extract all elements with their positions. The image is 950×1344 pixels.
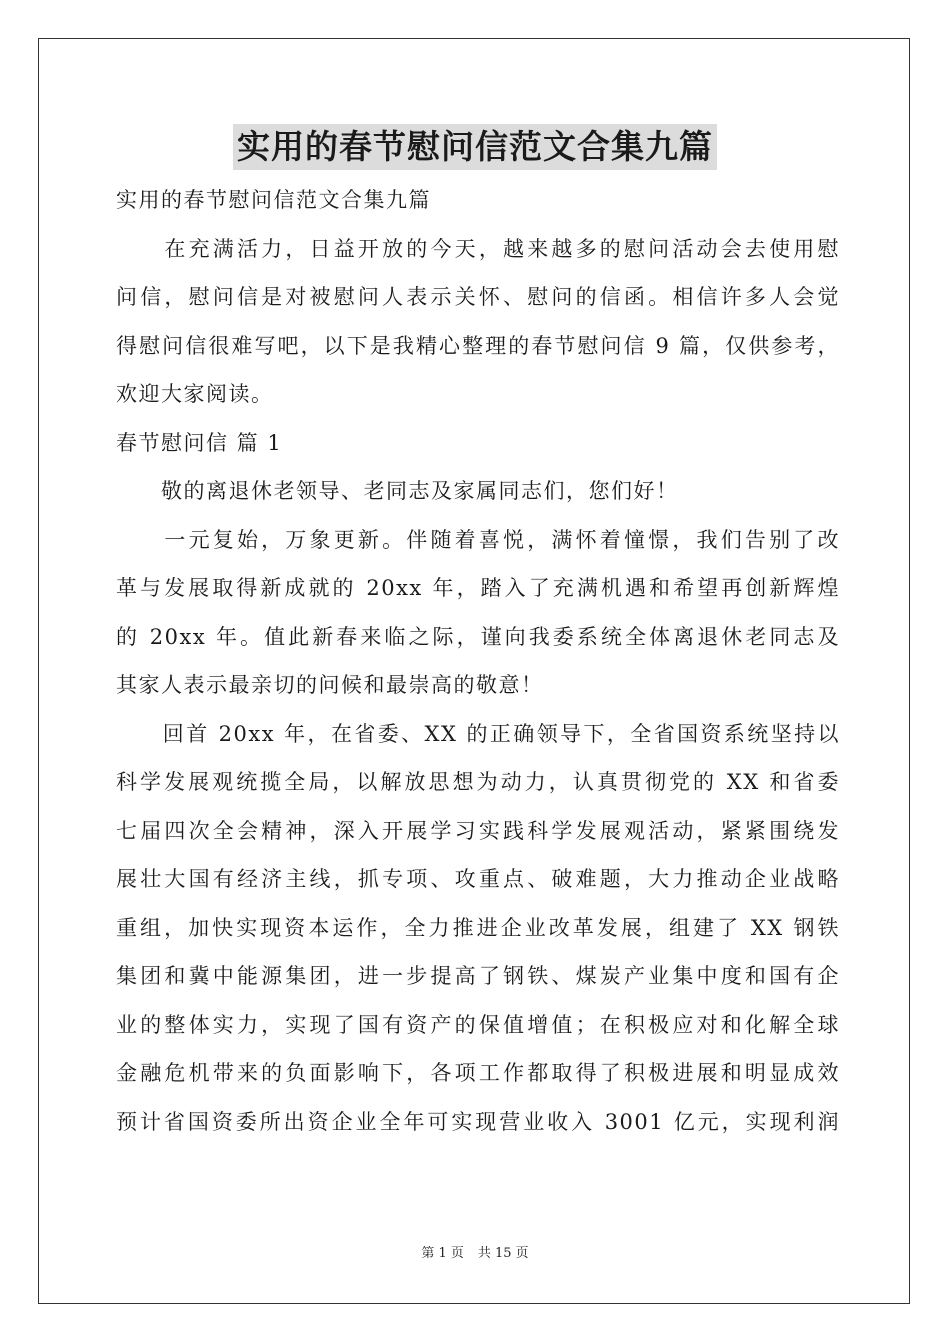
section-heading: 春节慰问信 篇 1 (116, 430, 283, 455)
subtitle-line: 实用的春节慰问信范文合集九篇 (116, 188, 431, 212)
title-container (0, 124, 950, 170)
body-line: 预计省国资委所出资企业全年可实现营业收入 3001 亿元，实现利润 (116, 1109, 840, 1134)
body-line: 业的整体实力，实现了国有资产的保值增值；在积极应对和化解全球 (116, 1012, 840, 1037)
body-line: 一元复始，万象更新。伴随着喜悦，满怀着憧憬，我们告别了改 (116, 527, 840, 552)
body-line: 金融危机带来的负面影响下，各项工作都取得了积极进展和明显成效 (116, 1061, 840, 1085)
document-body (116, 176, 840, 1146)
body-line: 得慰问信很难写吧，以下是我精心整理的春节慰问信 9 篇，仅供参考， (116, 333, 840, 358)
body-line: 欢迎大家阅读。 (116, 382, 274, 406)
body-line: 展壮大国有经济主线，抓专项、攻重点、破难题，大力推动企业战略 (116, 867, 840, 891)
body-line: 七届四次全会精神，深入开展学习实践科学发展观活动，紧紧围绕发 (116, 818, 840, 843)
body-line: 在充满活力，日益开放的今天，越来越多的慰问活动会去使用慰 (116, 236, 840, 261)
body-line: 回首 20xx 年，在省委、XX 的正确领导下，全省国资系统坚持以 (116, 721, 840, 746)
page-footer (0, 1242, 950, 1261)
body-line: 的 20xx 年。值此新春来临之际，谨向我委系统全体离退休老同志及 (116, 624, 840, 649)
body-line: 问信，慰问信是对被慰问人表示关怀、慰问的信函。相信许多人会觉 (116, 285, 840, 309)
body-line: 其家人表示最亲切的问候和最崇高的敬意！ (116, 673, 544, 697)
document-title: 实用的春节慰问信范文合集九篇 (233, 124, 717, 170)
page-total: 共 15 页 (477, 1246, 529, 1261)
body-line: 科学发展观统揽全局，以解放思想为动力，认真贯彻党的 XX 和省委 (116, 770, 840, 794)
salutation-line: 敬的离退休老领导、老同志及家属同志们，您们好！ (116, 479, 679, 503)
body-line: 重组，加快实现资本运作，全力推进企业改革发展，组建了 XX 钢铁 (116, 915, 840, 940)
body-line: 集团和冀中能源集团，进一步提高了钢铁、煤炭产业集中度和国有企 (116, 964, 840, 988)
page-number: 第 1 页 (421, 1246, 464, 1261)
body-line: 革与发展取得新成就的 20xx 年，踏入了充满机遇和希望再创新辉煌 (116, 576, 840, 600)
